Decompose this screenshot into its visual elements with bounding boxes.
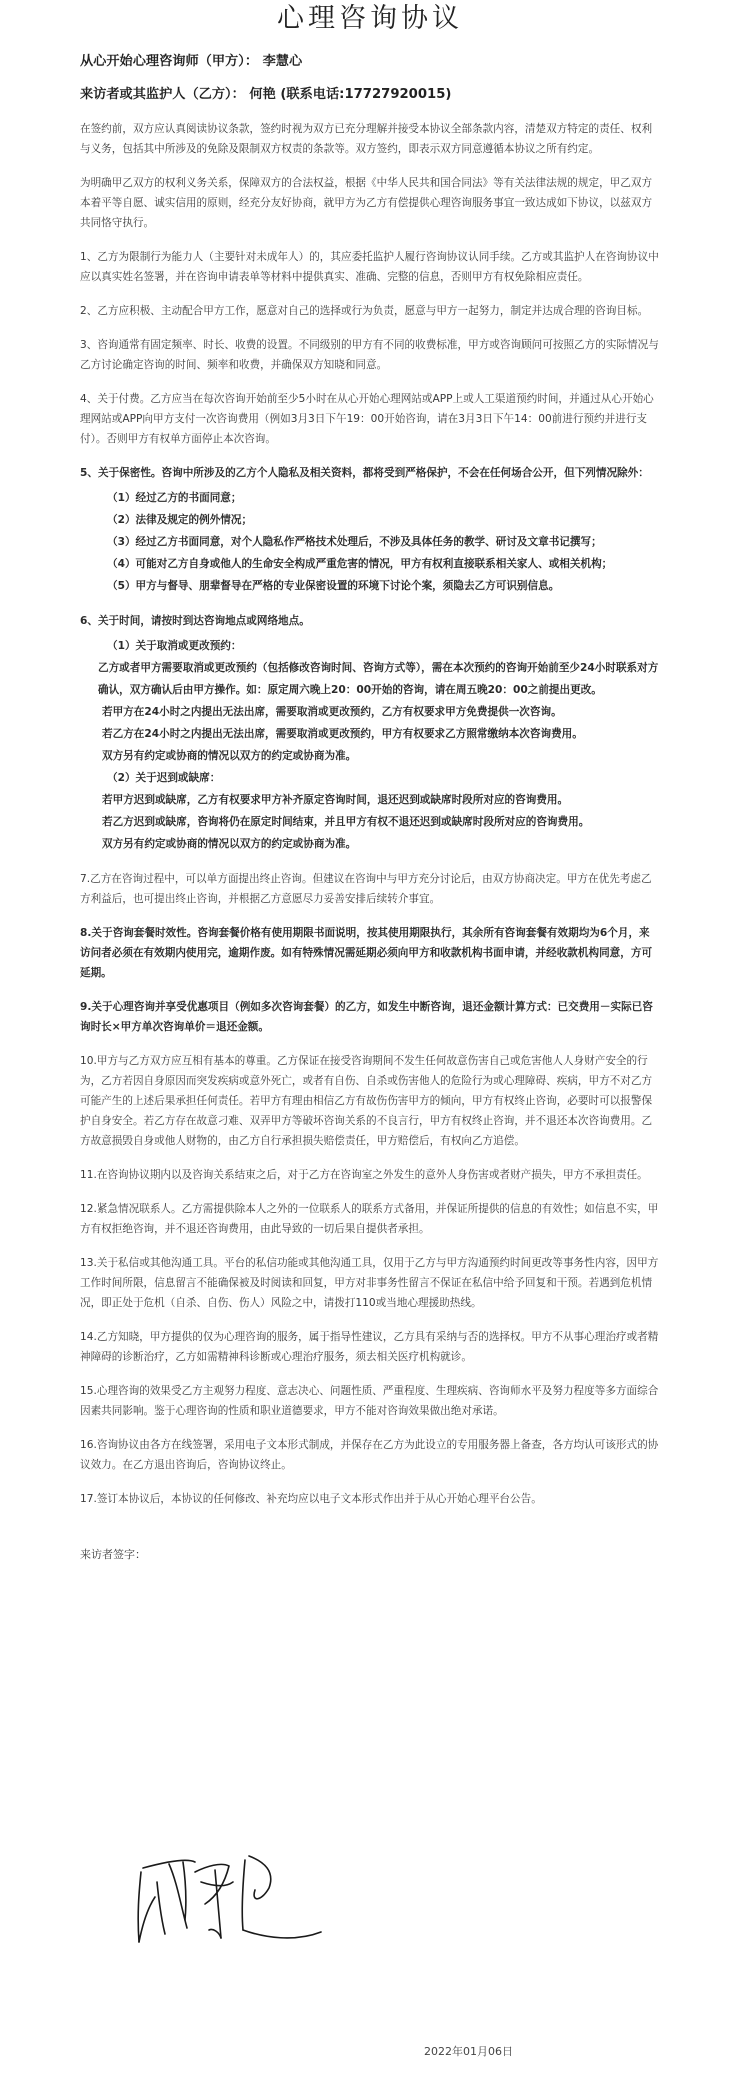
intro-paragraph-1: 在签约前，双方应认真阅读协议条款，签约时视为双方已充分理解并接受本协议全部条款内容，清楚双方特定的责任、权利与义务，包括其中所涉及的免除及限制双方权责的条款等。双方签约，即表示双方同意遵循本协议之所有约定。 [80, 123, 653, 155]
clause-5-item: （1）经过乙方的书面同意； [107, 492, 242, 504]
clause-5-item: （4）可能对乙方自身或他人的生命安全构成严重危害的情况，甲方有权利直接联系相关家人、或相关机构； [107, 558, 613, 570]
clause-13: 13.关于私信或其他沟通工具。平台的私信功能或其他沟通工具，仅用于乙方与甲方沟通预约时间更改等事务性内容，因甲方工作时间所限，信息留言不能确保被及时阅读和回复，甲方对非事务性留言不保证在私信中给予回复和干预。若遇到危机情况，即正处于危机（自杀、自伤、伤人）风险之中，请拨打110或当地心理援助热线。 [80, 1257, 659, 1309]
clause-6: 6、关于时间，请按时到达咨询地点或网络地点。 [80, 615, 310, 627]
clause-5: 5、关于保密性。咨询中所涉及的乙方个人隐私及相关资料，都将受到严格保护，不会在任何场合公开，但下列情况除外： [80, 467, 649, 479]
clause-10: 10.甲方与乙方双方应互相有基本的尊重。乙方保证在接受咨询期间不发生任何故意伤害自己或危害他人人身财产安全的行为，乙方若因自身原因而突发疾病或意外死亡，或者有自伤、自杀或伤害他人的危险行为或心理障碍、疾病，甲方不对乙方可能产生的上述后果承担任何责任。若甲方有理由相信乙方有故伤伤害甲方的倾向，甲方有权终止咨询，必要时可以报警保护自身安全。若乙方存在故意刁难、双弄甲方等破坏咨询关系的不良言行，甲方有权终止咨询，并不退还本次咨询费用。乙方故意损毁自身或他人财物的，由乙方自行承担损失赔偿责任，甲方赔偿后，有权向乙方追偿。 [80, 1055, 653, 1147]
party-a-line: 从心开始心理咨询师（甲方）： 李慧心 [80, 54, 303, 69]
clause-11: 11.在咨询协议期内以及咨询关系结束之后，对于乙方在咨询室之外发生的意外人身伤害或者财产损失，甲方不承担责任。 [80, 1169, 648, 1181]
clause-12: 12.紧急情况联系人。乙方需提供除本人之外的一位联系人的联系方式备用，并保证所提供的信息的有效性；如信息不实，甲方有权拒绝咨询，并不退还咨询费用，由此导致的一切后果自提供者承担。 [80, 1203, 659, 1235]
clause-1: 1、乙方为限制行为能力人（主要针对未成年人）的，其应委托监护人履行咨询协议认同手续。乙方或其监护人在咨询协议中应以真实姓名签署，并在咨询申请表单等材料中提供真实、准确、完整的信息，否则甲方有权免除相应责任。 [80, 251, 659, 283]
intro-paragraph-2: 为明确甲乙双方的权利义务关系，保障双方的合法权益，根据《中华人民共和国合同法》等有关法律法规的规定，甲乙双方本着平等自愿、诚实信用的原则，经充分友好协商，就甲方为乙方有偿提供心理咨询服务事宜一致达成如下协议，以兹双方共同恪守执行。 [80, 177, 653, 229]
clause-6-sub-text: 若甲方迟到或缺席，乙方有权要求甲方补齐原定咨询时间，退还迟到或缺席时段所对应的咨询费用。 [102, 794, 569, 806]
clause-14: 14.乙方知晓，甲方提供的仅为心理咨询的服务，属于指导性建议，乙方具有采纳与否的选择权。甲方不从事心理治疗或者精神障碍的诊断治疗，乙方如需精神科诊断或心理治疗服务，须去相关医疗机构就诊。 [80, 1331, 659, 1363]
document-title: 心理咨询协议 [277, 3, 463, 34]
clause-6-sub-text: 若甲方在24小时之内提出无法出席，需要取消或更改预约，乙方有权要求甲方免费提供一次咨询。 [102, 706, 562, 718]
party-b-line: 来访者或其监护人（乙方）： 何艳 (联系电话:17727920015) [80, 87, 452, 102]
clause-6-sub-text: 若乙方在24小时之内提出无法出席，需要取消或更改预约，甲方有权要求乙方照常缴纳本次咨询费用。 [102, 728, 583, 740]
clause-9: 9.关于心理咨询并享受优惠项目（例如多次咨询套餐）的乙方，如发生中断咨询，退还金额计算方式：已交费用－实际已咨询时长×甲方单次咨询单价＝退还金额。 [80, 1001, 653, 1033]
clause-5-item: （5）甲方与督导、朋辈督导在严格的专业保密设置的环境下讨论个案，须隐去乙方可识别信息。 [107, 580, 560, 592]
clause-15: 15.心理咨询的效果受乙方主观努力程度、意志决心、问题性质、严重程度、生理疾病、咨询师水平及努力程度等多方面综合因素共同影响。鉴于心理咨询的性质和职业道德要求，甲方不能对咨询效果做出绝对承诺。 [80, 1385, 659, 1417]
clause-8: 8.关于咨询套餐时效性。咨询套餐价格有使用期限书面说明，按其使用期限执行，其余所有咨询套餐有效期均为6个月，来访问者必须在有效期内使用完，逾期作废。如有特殊情况需延期必须向甲方和收款机构书面申请，并经收款机构同意，方可延期。 [80, 927, 653, 979]
agreement-body [0, 52, 740, 1565]
clause-6-sub-text: 双方另有约定或协商的情况以双方的约定或协商为准。 [102, 750, 357, 762]
clause-6-sub-text: 双方另有约定或协商的情况以双方的约定或协商为准。 [102, 838, 357, 850]
signing-date: 2022年01月06日 [424, 2045, 513, 2058]
clause-16: 16.咨询协议由各方在线签署，采用电子文本形式制成，并保存在乙方为此设立的专用服务器上备查，各方均认可该形式的协议效力。在乙方退出咨询后，咨询协议终止。 [80, 1439, 659, 1471]
handwritten-signature [125, 1842, 345, 1952]
clause-2: 2、乙方应积极、主动配合甲方工作，愿意对自己的选择或行为负责，愿意与甲方一起努力，制定并达成合理的咨询目标。 [80, 305, 649, 317]
clause-5-item: （3）经过乙方书面同意，对个人隐私作严格技术处理后，不涉及具体任务的教学、研讨及文章书记撰写； [107, 536, 602, 548]
clause-6-sub-text: 乙方或者甲方需要取消或更改预约（包括修改咨询时间、咨询方式等），需在本次预约的咨询开始前至少24小时联系对方确认，双方确认后由甲方操作。如：原定周六晚上20：00开始的咨询，请在周五晚20：00之前提出更改。 [98, 662, 659, 696]
clause-3: 3、咨询通常有固定频率、时长、收费的设置。不同级别的甲方有不同的收费标准，甲方或咨询顾问可按照乙方的实际情况与乙方讨论确定咨询的时间、频率和收费，并确保双方知晓和同意。 [80, 339, 659, 371]
clause-4: 4、关于付费。乙方应当在每次咨询开始前至少5小时在从心开始心理网站或APP上或人工渠道预约时间，并通过从心开始心理网站或APP向甲方支付一次咨询费用（例如3月3日下午19：00开始咨询，请在3月3日下午14：00前进行预约并进行支付）。否则甲方有权单方面停止本次咨询。 [80, 393, 654, 445]
clause-6-sub-heading: （1）关于取消或更改预约： [107, 640, 242, 652]
clause-6-sub-heading: （2）关于迟到或缺席： [107, 772, 221, 784]
clause-6-sub-text: 若乙方迟到或缺席，咨询将仍在原定时间结束，并且甲方有权不退还迟到或缺席时段所对应的咨询费用。 [102, 816, 590, 828]
signature-label: 来访者签字： [80, 1548, 146, 1561]
clause-5-item: （2）法律及规定的例外情况； [107, 514, 253, 526]
clause-17: 17.签订本协议后，本协议的任何修改、补充均应以电子文本形式作出并于从心开始心理平台公告。 [80, 1493, 542, 1505]
clause-7: 7.乙方在咨询过程中，可以单方面提出终止咨询。但建议在咨询中与甲方充分讨论后，由双方协商决定。甲方在优先考虑乙方利益后，也可提出终止咨询，并根据乙方意愿尽力妥善安排后续转介事宜。 [80, 873, 652, 905]
